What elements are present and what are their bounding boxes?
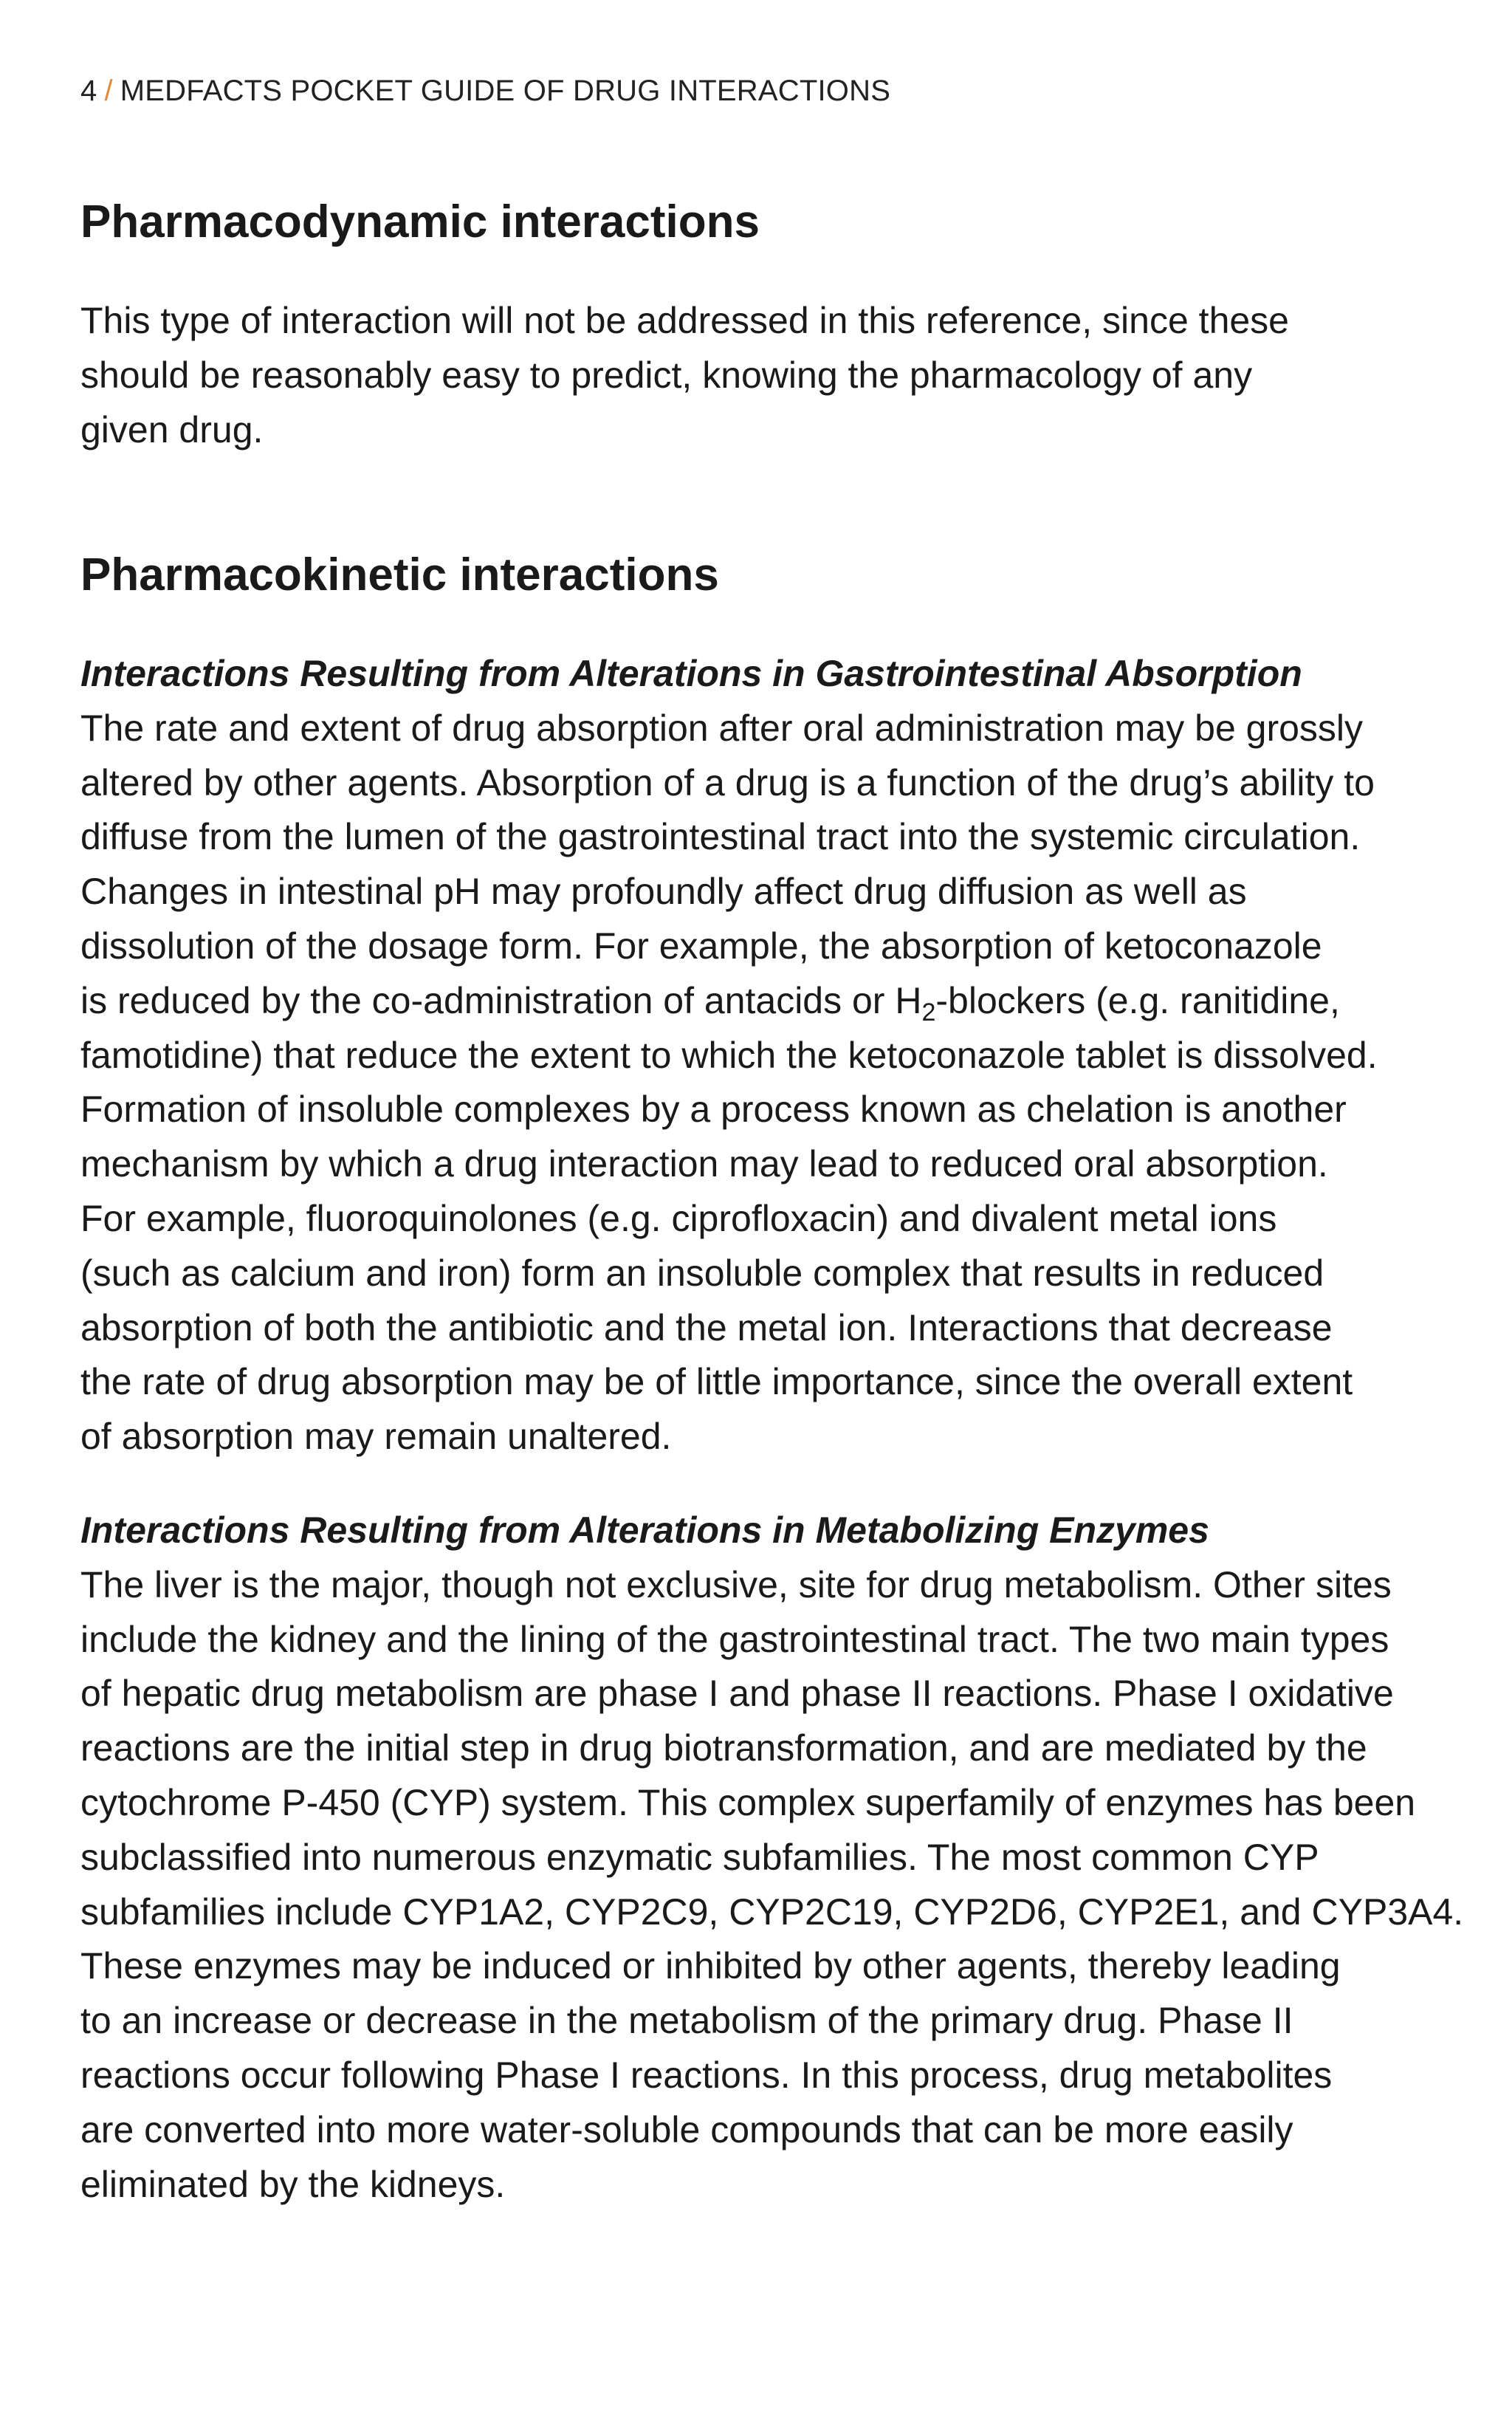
paragraph-line: altered by other agents. Absorption of a drug is a function of the drug’s ability to xyxy=(80,761,1375,803)
paragraph-line: diffuse from the lumen of the gastrointestinal tract into the systemic circulation. xyxy=(80,816,1361,858)
paragraph-line: These enzymes may be induced or inhibited by other agents, thereby leading xyxy=(80,1945,1341,1987)
paragraph-line: mechanism by which a drug interaction may lead to reduced oral absorption. xyxy=(80,1143,1328,1185)
paragraph-line: (such as calcium and iron) form an insoluble complex that results in reduced xyxy=(80,1252,1324,1294)
pharmacodynamic-heading: Pharmacodynamic interactions xyxy=(80,196,760,247)
pharmacokinetic-heading: Pharmacokinetic interactions xyxy=(80,549,719,600)
paragraph-line: The rate and extent of drug absorption after oral administration may be grossly xyxy=(80,707,1364,749)
book-title: MEDFACTS POCKET GUIDE OF DRUG INTERACTIONS xyxy=(120,75,891,107)
gi-absorption-subheading: Interactions Resulting from Alterations in Gastrointestinal Absorption xyxy=(80,653,1302,694)
paragraph-line: dissolution of the dosage form. For example, the absorption of ketoconazole xyxy=(80,925,1322,967)
paragraph-line: The liver is the major, though not exclusive, site for drug metabolism. Other sites xyxy=(80,1563,1392,1605)
paragraph-line: eliminated by the kidneys. xyxy=(80,2163,506,2205)
h2-line-before: is reduced by the co-administration of antacids or H xyxy=(80,979,922,1021)
paragraph-line: For example, fluoroquinolones (e.g. ciprofloxacin) and divalent metal ions xyxy=(80,1197,1277,1239)
h2-subscript: 2 xyxy=(921,998,936,1026)
pharmacodynamic-paragraph xyxy=(80,294,1446,457)
paragraph-line: famotidine) that reduce the extent to which the ketoconazole tablet is dissolved. xyxy=(80,1034,1378,1076)
metabolizing-enzymes-subheading: Interactions Resulting from Alterations in Metabolizing Enzymes xyxy=(80,1509,1209,1551)
paragraph-line: are converted into more water-soluble compounds that can be more easily xyxy=(80,2108,1293,2150)
gi-absorption-section xyxy=(80,647,1446,1464)
paragraph-line: This type of interaction will not be addressed in this reference, since these xyxy=(80,300,1289,341)
paragraph-line: Formation of insoluble complexes by a process known as chelation is another xyxy=(80,1089,1347,1131)
paragraph-line: cytochrome P-450 (CYP) system. This complex superfamily of enzymes has been xyxy=(80,1781,1416,1823)
paragraph-line: given drug. xyxy=(80,408,264,450)
page-number: 4 xyxy=(80,75,97,107)
paragraph-line: should be reasonably easy to predict, knowing the pharmacology of any xyxy=(80,354,1253,396)
paragraph-line: subclassified into numerous enzymatic subfamilies. The most common CYP xyxy=(80,1836,1319,1878)
paragraph-line: the rate of drug absorption may be of little importance, since the overall extent xyxy=(80,1361,1353,1403)
metabolizing-enzymes-section xyxy=(80,1504,1464,2212)
paragraph-line: absorption of both the antibiotic and the metal ion. Interactions that decrease xyxy=(80,1306,1333,1348)
paragraph-line: subfamilies include CYP1A2, CYP2C9, CYP2C19, CYP2D6, CYP2E1, and CYP3A4. xyxy=(80,1891,1464,1933)
paragraph-line: include the kidney and the lining of the gastrointestinal tract. The two main types xyxy=(80,1618,1389,1660)
running-header xyxy=(80,72,890,109)
header-separator: / xyxy=(104,75,113,107)
paragraph-line: Changes in intestinal pH may profoundly affect drug diffusion as well as xyxy=(80,871,1247,913)
paragraph-line: reactions occur following Phase I reactions. In this process, drug metabolites xyxy=(80,2054,1333,2096)
h2-line-after: -blockers (e.g. ranitidine, xyxy=(935,979,1340,1021)
paragraph-line-h2-blockers xyxy=(80,974,1446,1029)
paragraph-line: of absorption may remain unaltered. xyxy=(80,1416,672,1458)
paragraph-line: reactions are the initial step in drug biotransformation, and are mediated by the xyxy=(80,1727,1367,1769)
paragraph-line: to an increase or decrease in the metabolism of the primary drug. Phase II xyxy=(80,2000,1293,2042)
paragraph-line: of hepatic drug metabolism are phase I and phase II reactions. Phase I oxidative xyxy=(80,1673,1394,1715)
